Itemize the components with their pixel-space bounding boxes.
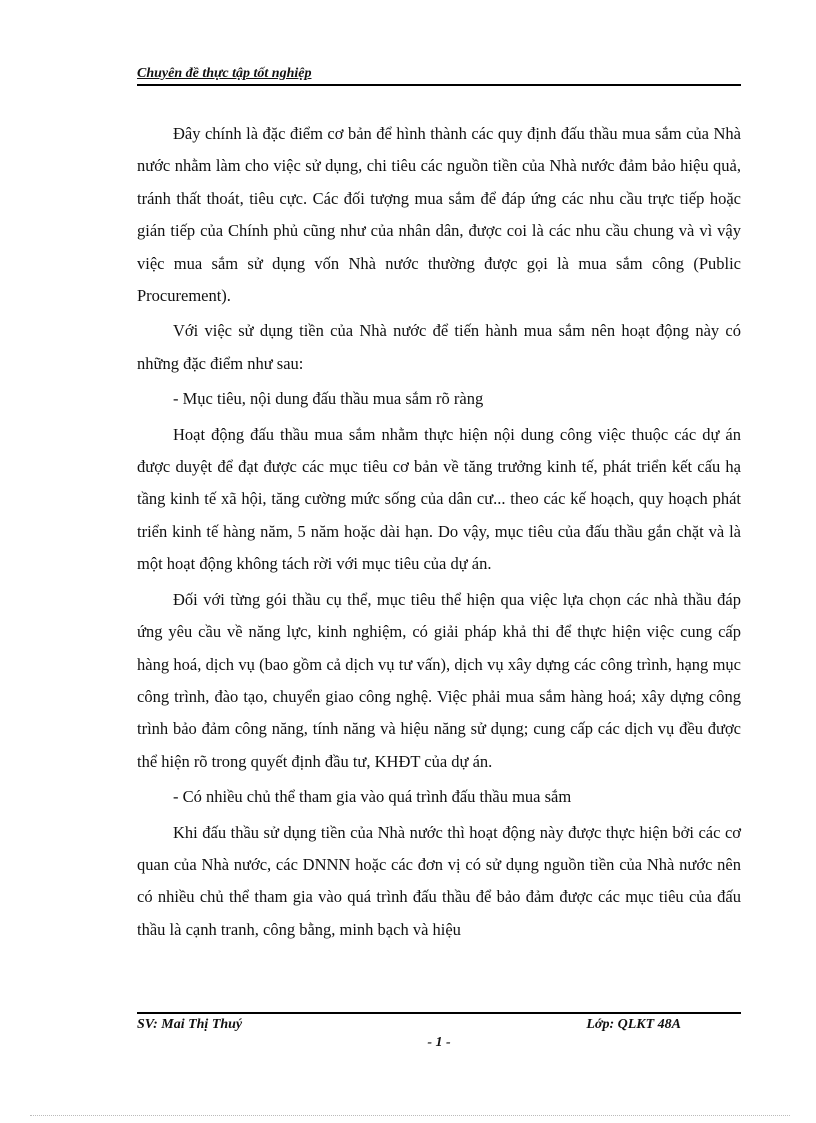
page-header bbox=[137, 66, 741, 86]
page-number: - 1 - bbox=[427, 1035, 451, 1050]
class-name: Lớp: QLKT 48A bbox=[586, 1017, 681, 1032]
bullet-heading: - Có nhiều chủ thể tham gia vào quá trình đấu thầu mua sắm bbox=[173, 787, 572, 807]
page-edge-divider bbox=[30, 1115, 790, 1116]
paragraph: Đây chính là đặc điểm cơ bản để hình thành các quy định đấu thầu mua sắm của Nhà nước nhằm làm cho việc sử dụng, chi tiêu các nguồn tiền của Nhà nước đảm bảo hiệu quả, tránh thất thoát, tiêu cực. Các đối tượng mua sắm để đáp ứng các nhu cầu trực tiếp hoặc gián tiếp của Chính phủ cũng như của nhân dân, được coi là các nhu cầu chung và vì vậy việc mua sắm sử dụng vốn Nhà nước thường được gọi là mua sắm công (Public Procurement). bbox=[137, 124, 741, 306]
paragraph: Đối với từng gói thầu cụ thể, mục tiêu thể hiện qua việc lựa chọn các nhà thầu đáp ứng yêu cầu về năng lực, kinh nghiệm, có giải pháp khả thi để thực hiện việc cung cấp hàng hoá, dịch vụ (bao gồm cả dịch vụ tư vấn), dịch vụ xây dựng các công trình, hạng mục công trình, đào tạo, chuyển giao công nghệ. Việc phải mua sắm hàng hoá; xây dựng công trình bảo đảm công năng, tính năng và hiệu năng sử dụng; cung cấp các dịch vụ đều được thể hiện rõ trong quyết định đầu tư, KHĐT của dự án. bbox=[137, 589, 741, 771]
document-title: Chuyên đề thực tập tốt nghiệp bbox=[137, 66, 312, 81]
document-body bbox=[137, 118, 741, 949]
bullet-heading: - Mục tiêu, nội dung đấu thầu mua sắm rõ ràng bbox=[173, 389, 484, 409]
paragraph: Với việc sử dụng tiền của Nhà nước để tiến hành mua sắm nên hoạt động này có những đặc điểm như sau: bbox=[137, 321, 741, 373]
student-name: SV: Mai Thị Thuý bbox=[137, 1017, 243, 1032]
page-footer bbox=[137, 1012, 741, 1051]
paragraph: Hoạt động đấu thầu mua sắm nhằm thực hiện nội dung công việc thuộc các dự án được duyệt để đạt được các mục tiêu cơ bản về tăng trưởng kinh tế, phát triển kết cấu hạ tầng kinh tế xã hội, tăng cường mức sống của dân cư... theo các kế hoạch, quy hoạch phát triển kinh tế hàng năm, 5 năm hoặc dài hạn. Do vậy, mục tiêu của đấu thầu gắn chặt và là một hoạt động không tách rời với mục tiêu của dự án. bbox=[137, 424, 741, 574]
paragraph: Khi đấu thầu sử dụng tiền của Nhà nước thì hoạt động này được thực hiện bởi các cơ quan của Nhà nước, các DNNN hoặc các đơn vị có sử dụng nguồn tiền của Nhà nước nên có nhiều chủ thể tham gia vào quá trình đấu thầu để bảo đảm được các mục tiêu của đấu thầu là cạnh tranh, công bằng, minh bạch và hiệu bbox=[137, 822, 741, 939]
